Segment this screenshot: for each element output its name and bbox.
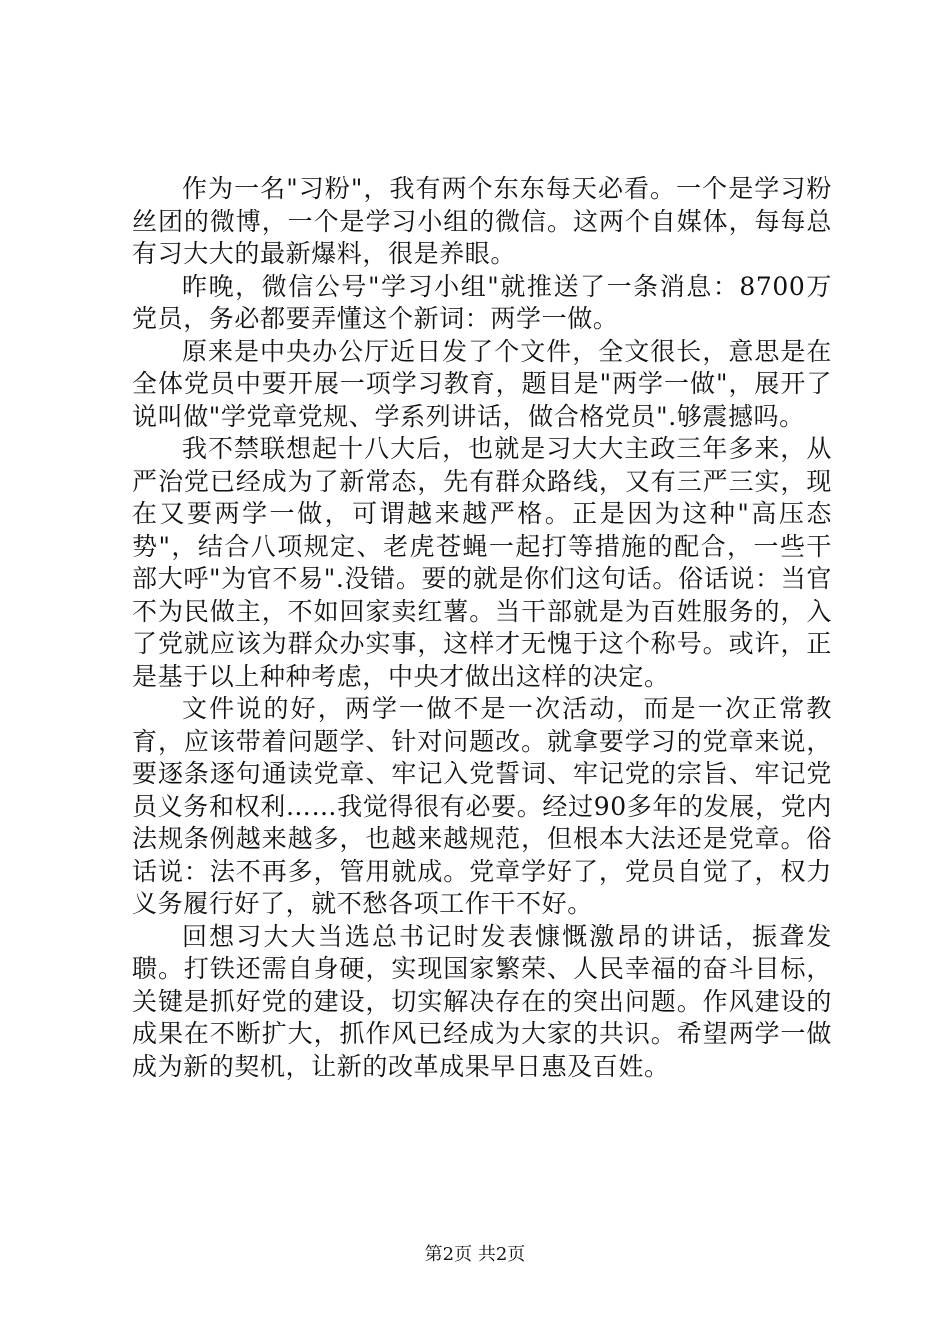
paragraph-5: 文件说的好，两学一做不是一次活动，而是一次正常教育，应该带着问题学、针对问题改。就拿要学习的党章来说，要逐条逐句通读党章、牢记入党誓词、牢记党的宗旨、牢记党员义务和权利……我觉得很有必要。经过90多年的发展，党内法规条例越来越多，也越来越规范，但根本大法还是党章。俗话说：法不再多，管用就成。党章学好了，党员自觉了，权力义务履行好了，就不愁各项工作干不好。 xyxy=(132,694,832,918)
paragraph-3: 原来是中央办公厅近日发了个文件，全文很长，意思是在全体党员中要开展一项学习教育，题目是"两学一做"，展开了说叫做"学党章党规、学系列讲话，做合格党员".够震撼吗。 xyxy=(132,336,832,431)
page-number-footer: 第2页 共2页 xyxy=(424,1244,526,1265)
paragraph-2: 昨晚，微信公号"学习小组"就推送了一条消息：8700万党员，务必都要弄懂这个新词：两学一做。 xyxy=(132,271,832,333)
article-body xyxy=(132,173,832,1083)
paragraph-6: 回想习大大当选总书记时发表慷慨激昂的讲话，振聋发聩。打铁还需自身硬，实现国家繁荣、人民幸福的奋斗目标，关键是抓好党的建设，切实解决存在的突出问题。作风建设的成果在不断扩大，抓作风已经成为大家的共识。希望两学一做成为新的契机，让新的改革成果早日惠及百姓。 xyxy=(132,921,832,1081)
paragraph-4: 我不禁联想起十八大后，也就是习大大主政三年多来，从严治党已经成为了新常态，先有群众路线，又有三严三实，现在又要两学一做，可谓越来越严格。正是因为这种"高压态势"，结合八项规定、老虎苍蝇一起打等措施的配合，一些干部大呼"为官不易".没错。要的就是你们这句话。俗话说：当官不为民做主，不如回家卖红薯。当干部就是为百姓服务的，入了党就应该为群众办实事，这样才无愧于这个称号。或许，正是基于以上种种考虑，中央才做出这样的决定。 xyxy=(132,434,832,691)
paragraph-1: 作为一名"习粉"，我有两个东东每天必看。一个是学习粉丝团的微博，一个是学习小组的微信。这两个自媒体，每每总有习大大的最新爆料，很是养眼。 xyxy=(132,174,832,268)
